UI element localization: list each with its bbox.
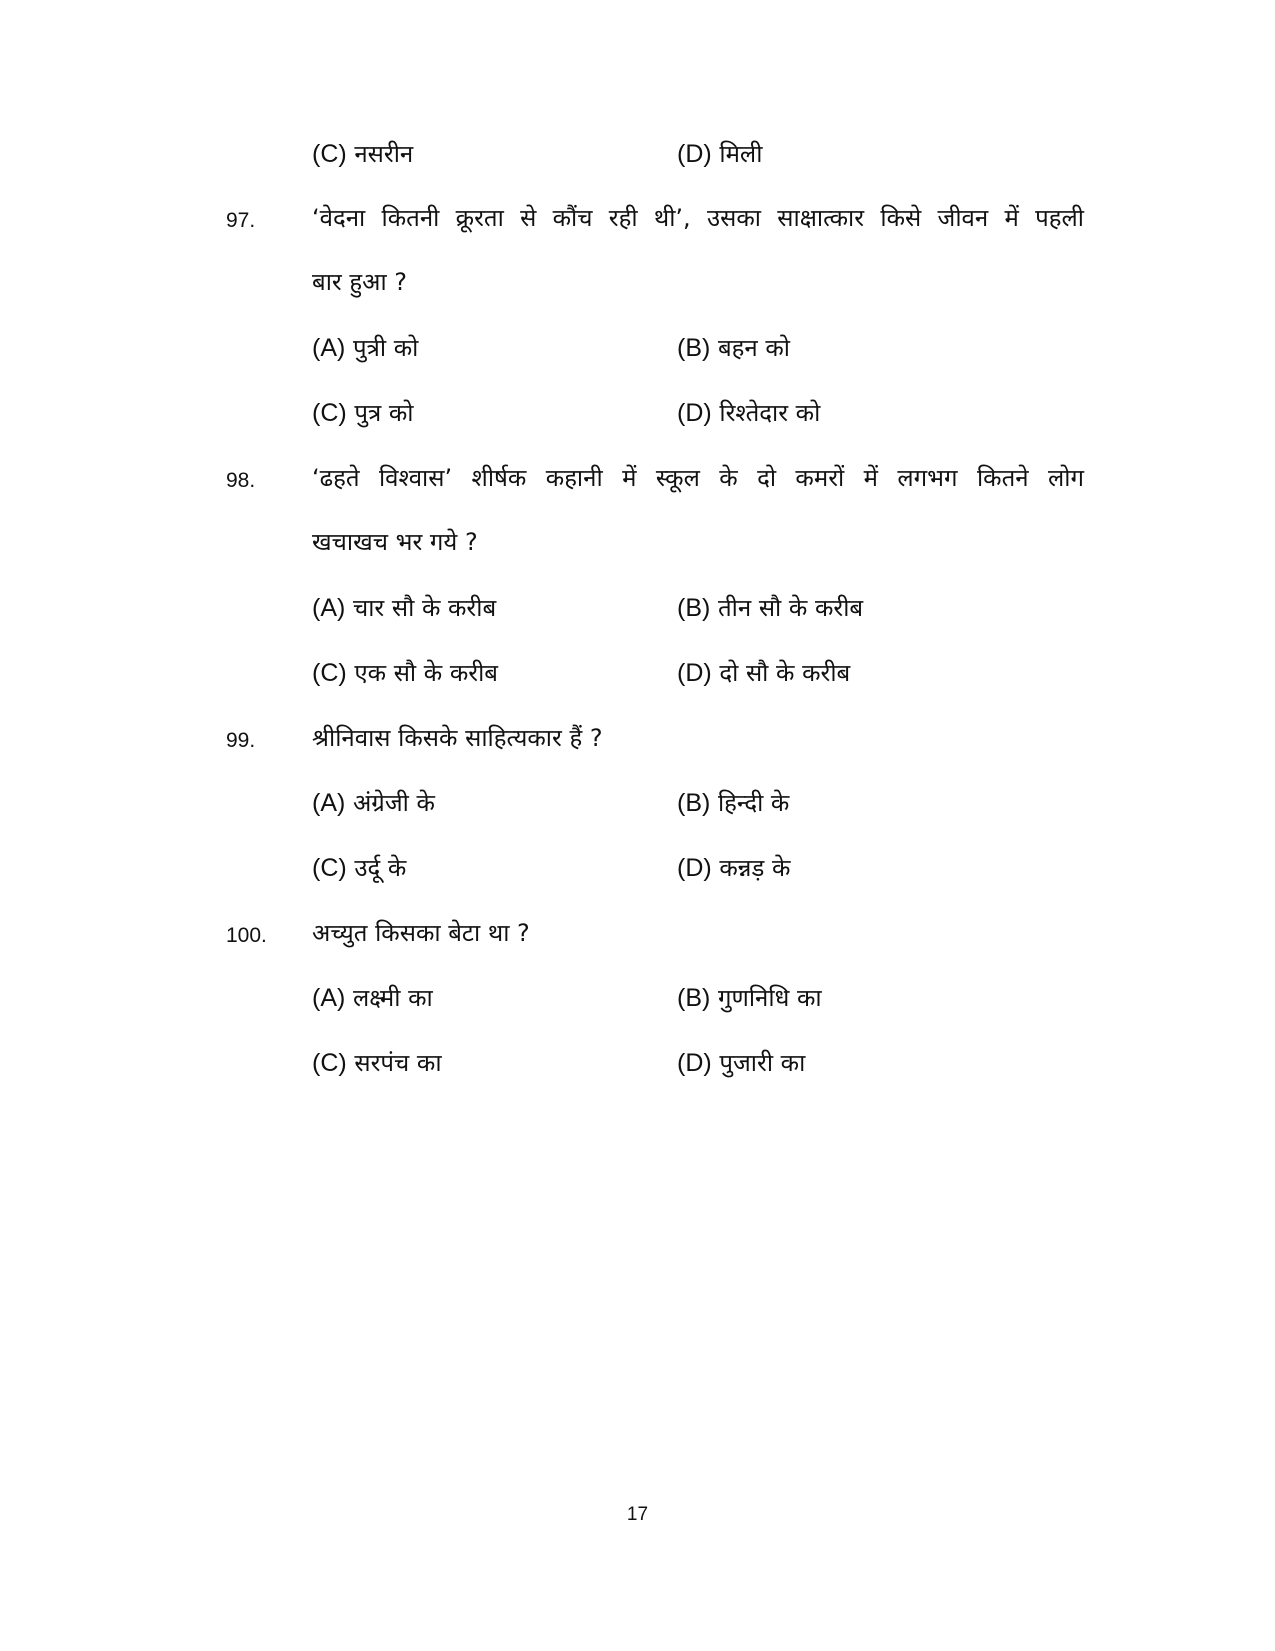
option-letter: (D) [677, 140, 712, 168]
question-text-line: बार हुआ ? [312, 268, 408, 296]
option-text: रिश्तेदार को [719, 399, 821, 427]
option-letter: (C) [312, 1049, 347, 1077]
option-text: पुत्र को [354, 399, 414, 427]
option-text: चार सौ के करीब [352, 594, 497, 622]
page-number: 17 [626, 1504, 649, 1525]
option-letter: (D) [677, 659, 712, 687]
option-c [312, 132, 413, 176]
question-text-line: ‘वेदना कितनी क्रूरता से कौंच रही थी’, उसका साक्षात्कार किसे जीवन में पहली [312, 204, 1084, 232]
option-a [312, 326, 418, 370]
option-letter: (D) [677, 1049, 712, 1077]
option-text: अंग्रेजी के [352, 789, 435, 817]
option-c [312, 846, 406, 890]
option-b [677, 326, 790, 370]
option-text: पुजारी का [719, 1049, 806, 1077]
option-text: उर्दू के [354, 854, 407, 882]
option-b [677, 586, 863, 630]
option-letter: (C) [312, 399, 347, 427]
option-letter: (B) [677, 594, 711, 622]
option-a [312, 586, 496, 630]
option-d [677, 391, 820, 435]
option-b [677, 781, 789, 825]
option-text: बहन को [717, 334, 791, 362]
option-letter: (B) [677, 334, 711, 362]
option-d [677, 846, 790, 890]
option-text: मिली [719, 140, 763, 168]
option-text: कन्नड़ के [719, 854, 791, 882]
option-letter: (B) [677, 984, 711, 1012]
option-letter: (C) [312, 659, 347, 687]
question-text-line: ‘ढहते विश्वास’ शीर्षक कहानी में स्कूल के दो कमरों में लगभग कितने लोग [312, 464, 1084, 492]
option-letter: (D) [677, 399, 712, 427]
option-letter: (A) [312, 334, 346, 362]
option-text: हिन्दी के [717, 789, 790, 817]
option-b [677, 976, 822, 1020]
option-letter: (C) [312, 854, 347, 882]
option-c [312, 651, 498, 695]
option-text: दो सौ के करीब [719, 659, 851, 687]
option-a [312, 976, 433, 1020]
option-letter: (A) [312, 984, 346, 1012]
question-number: 97. [226, 209, 256, 232]
question-text-line: श्रीनिवास किसके साहित्यकार हैं ? [312, 724, 603, 752]
option-d [677, 651, 850, 695]
option-a [312, 781, 435, 825]
question-number: 98. [226, 469, 256, 492]
option-c [312, 391, 414, 435]
option-letter: (D) [677, 854, 712, 882]
option-letter: (B) [677, 789, 711, 817]
option-text: एक सौ के करीब [354, 659, 498, 687]
option-text: सरपंच का [354, 1049, 442, 1077]
option-text: पुत्री को [352, 334, 419, 362]
option-c [312, 1041, 442, 1085]
question-text-line: अच्युत किसका बेटा था ? [312, 919, 530, 947]
option-letter: (A) [312, 789, 346, 817]
option-text: तीन सौ के करीब [717, 594, 864, 622]
option-d [677, 132, 762, 176]
option-text: लक्ष्मी का [352, 984, 433, 1012]
option-text: नसरीन [354, 140, 414, 168]
option-d [677, 1041, 805, 1085]
question-text-line: खचाखच भर गये ? [312, 528, 478, 556]
option-text: गुणनिधि का [717, 984, 822, 1012]
question-number: 100. [226, 924, 267, 947]
question-number: 99. [226, 729, 256, 752]
option-letter: (C) [312, 140, 347, 168]
option-letter: (A) [312, 594, 346, 622]
